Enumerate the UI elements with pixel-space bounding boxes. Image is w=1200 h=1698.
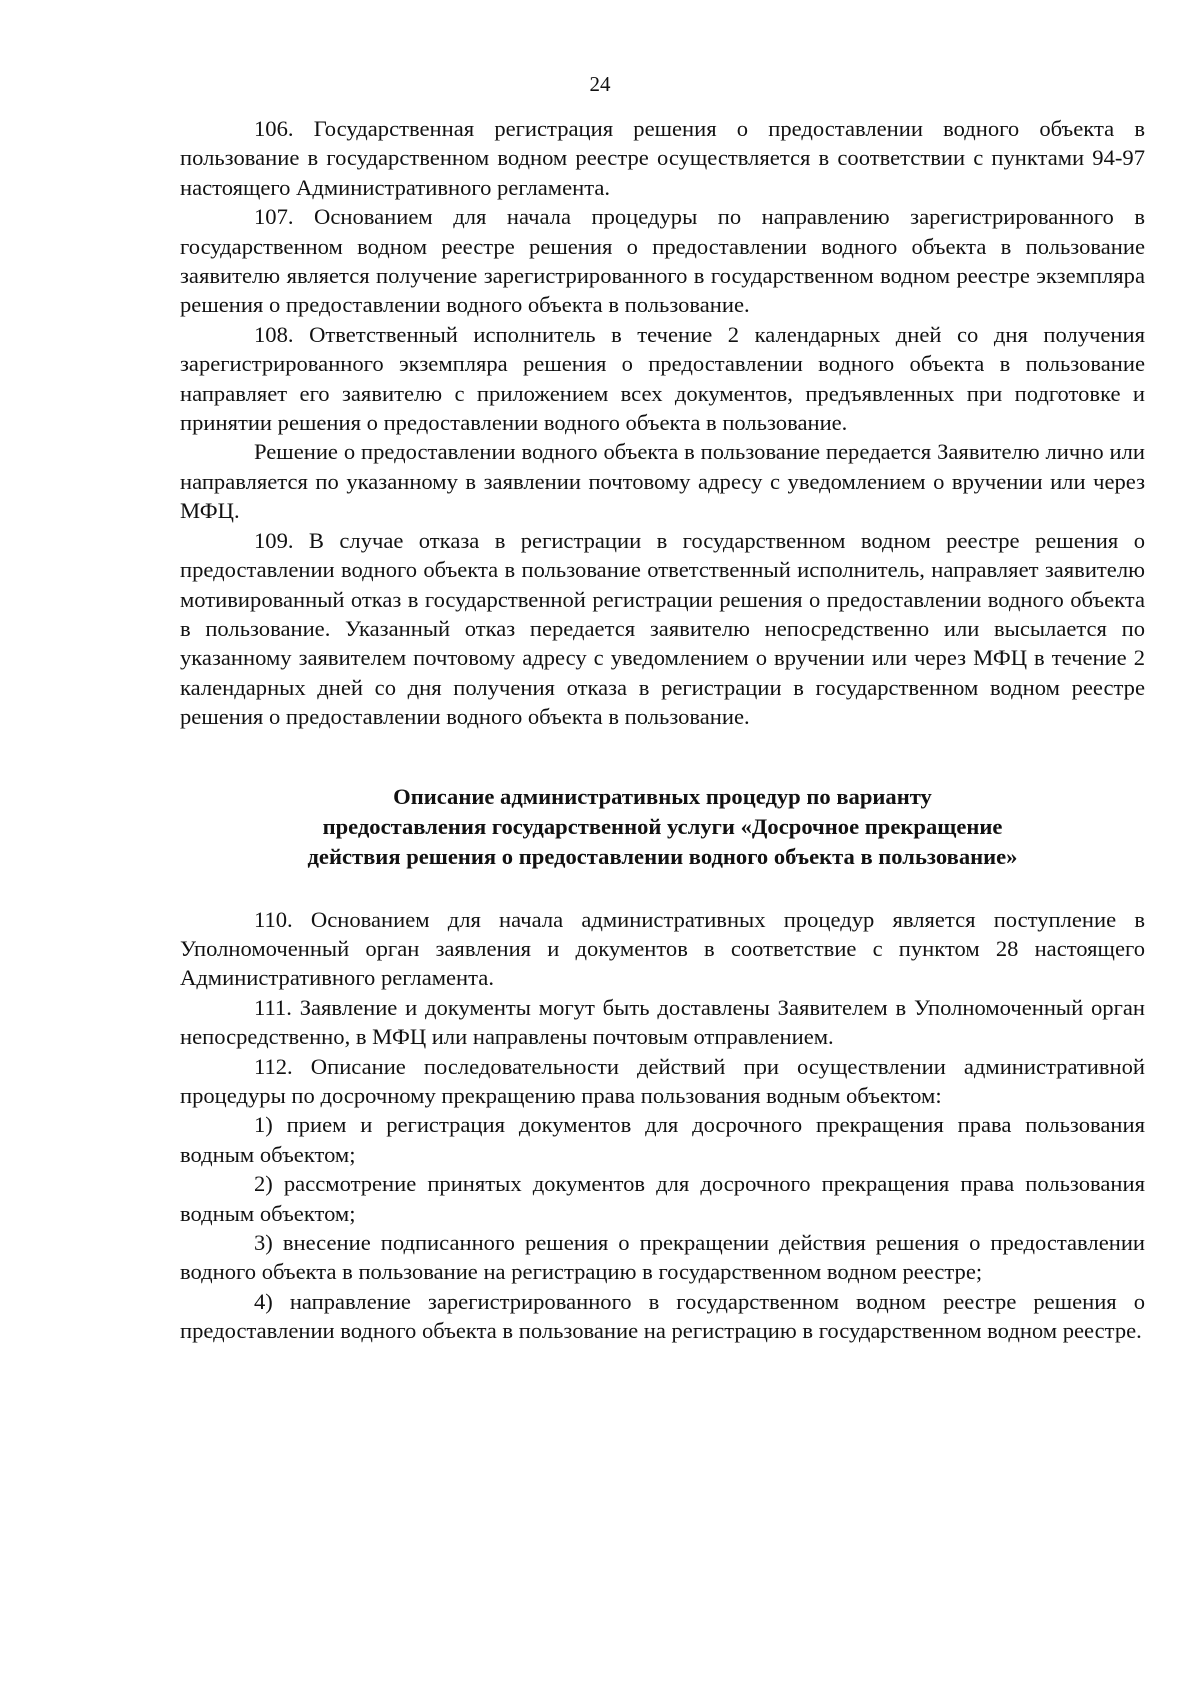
paragraph-110: 110. Основанием для начала административных процедур является поступление в Уполномоченный орган заявления и документов в соответствие с пунктом 28 настоящего Административного регламента. bbox=[180, 906, 1145, 991]
list-item-4: 4) направление зарегистрированного в государственном водном реестре решения о предоставлении водного объекта в пользование на регистрацию в государственном водном реестре. bbox=[180, 1288, 1145, 1344]
section-heading-line: действия решения о предоставлении водного объекта в пользование» bbox=[307, 843, 1018, 869]
paragraph-108: 108. Ответственный исполнитель в течение 2 календарных дней со дня получения зарегистрированного экземпляра решения о предоставлении водного объекта в пользование направляет его заявителю с приложением всех документов, предъявленных при подготовке и принятии решения о предоставлении водного объекта в пользование. bbox=[180, 321, 1145, 436]
list-item-1: 1) прием и регистрация документов для досрочного прекращения права пользования водным объектом; bbox=[180, 1112, 1145, 1167]
paragraph-112: 112. Описание последовательности действий при осуществлении административной процедуры по досрочному прекращению права пользования водным объектом: bbox=[180, 1053, 1145, 1108]
paragraph-109: 109. В случае отказа в регистрации в государственном водном реестре решения о предоставлении водного объекта в пользование ответственный исполнитель, направляет заявителю мотивированный отказ в государственной регистрации решения о предоставлении водного объекта в пользование. Указанный отказ передается заявителю непосредственно или высылается по указанному заявителем почтовому адресу с уведомлением о вручении или через МФЦ в течение 2 календарных дней со дня получения отказа в регистрации в государственном водном реестре решения о предоставлении водного объекта в пользование. bbox=[180, 527, 1145, 730]
paragraph-106: 106. Государственная регистрация решения о предоставлении водного объекта в пользование в государственном водном реестре осуществляется в соответствии с пунктами 94-97 настоящего Административного регламента. bbox=[180, 116, 1145, 200]
list-item-3: 3) внесение подписанного решения о прекращении действия решения о предоставлении водного объекта в пользование на регистрацию в государственном водном реестре; bbox=[180, 1230, 1145, 1285]
document-body bbox=[180, 114, 1145, 1346]
paragraph-107: 107. Основанием для начала процедуры по направлению зарегистрированного в государственном водном реестре решения о предоставлении водного объекта в пользование заявителю является получение зарегистрированного в государственном водном реестре экземпляра решения о предоставлении водного объекта в пользование. bbox=[180, 204, 1145, 318]
list-item-2: 2) рассмотрение принятых документов для досрочного прекращения права пользования водным объектом; bbox=[180, 1171, 1145, 1226]
paragraph-108-continuation: Решение о предоставлении водного объекта в пользование передается Заявителю лично или направляется по указанному в заявлении почтовому адресу с уведомлением о вручении или через МФЦ. bbox=[180, 439, 1145, 524]
section-heading bbox=[180, 782, 1145, 872]
paragraph-111: 111. Заявление и документы могут быть доставлены Заявителем в Уполномоченный орган непосредственно, в МФЦ или направлены почтовым отправлением. bbox=[180, 994, 1145, 1050]
page-number: 24 bbox=[589, 72, 611, 96]
section-heading-line: предоставления государственной услуги «Досрочное прекращение bbox=[322, 813, 1003, 839]
section-heading-line: Описание административных процедур по варианту bbox=[393, 783, 932, 809]
